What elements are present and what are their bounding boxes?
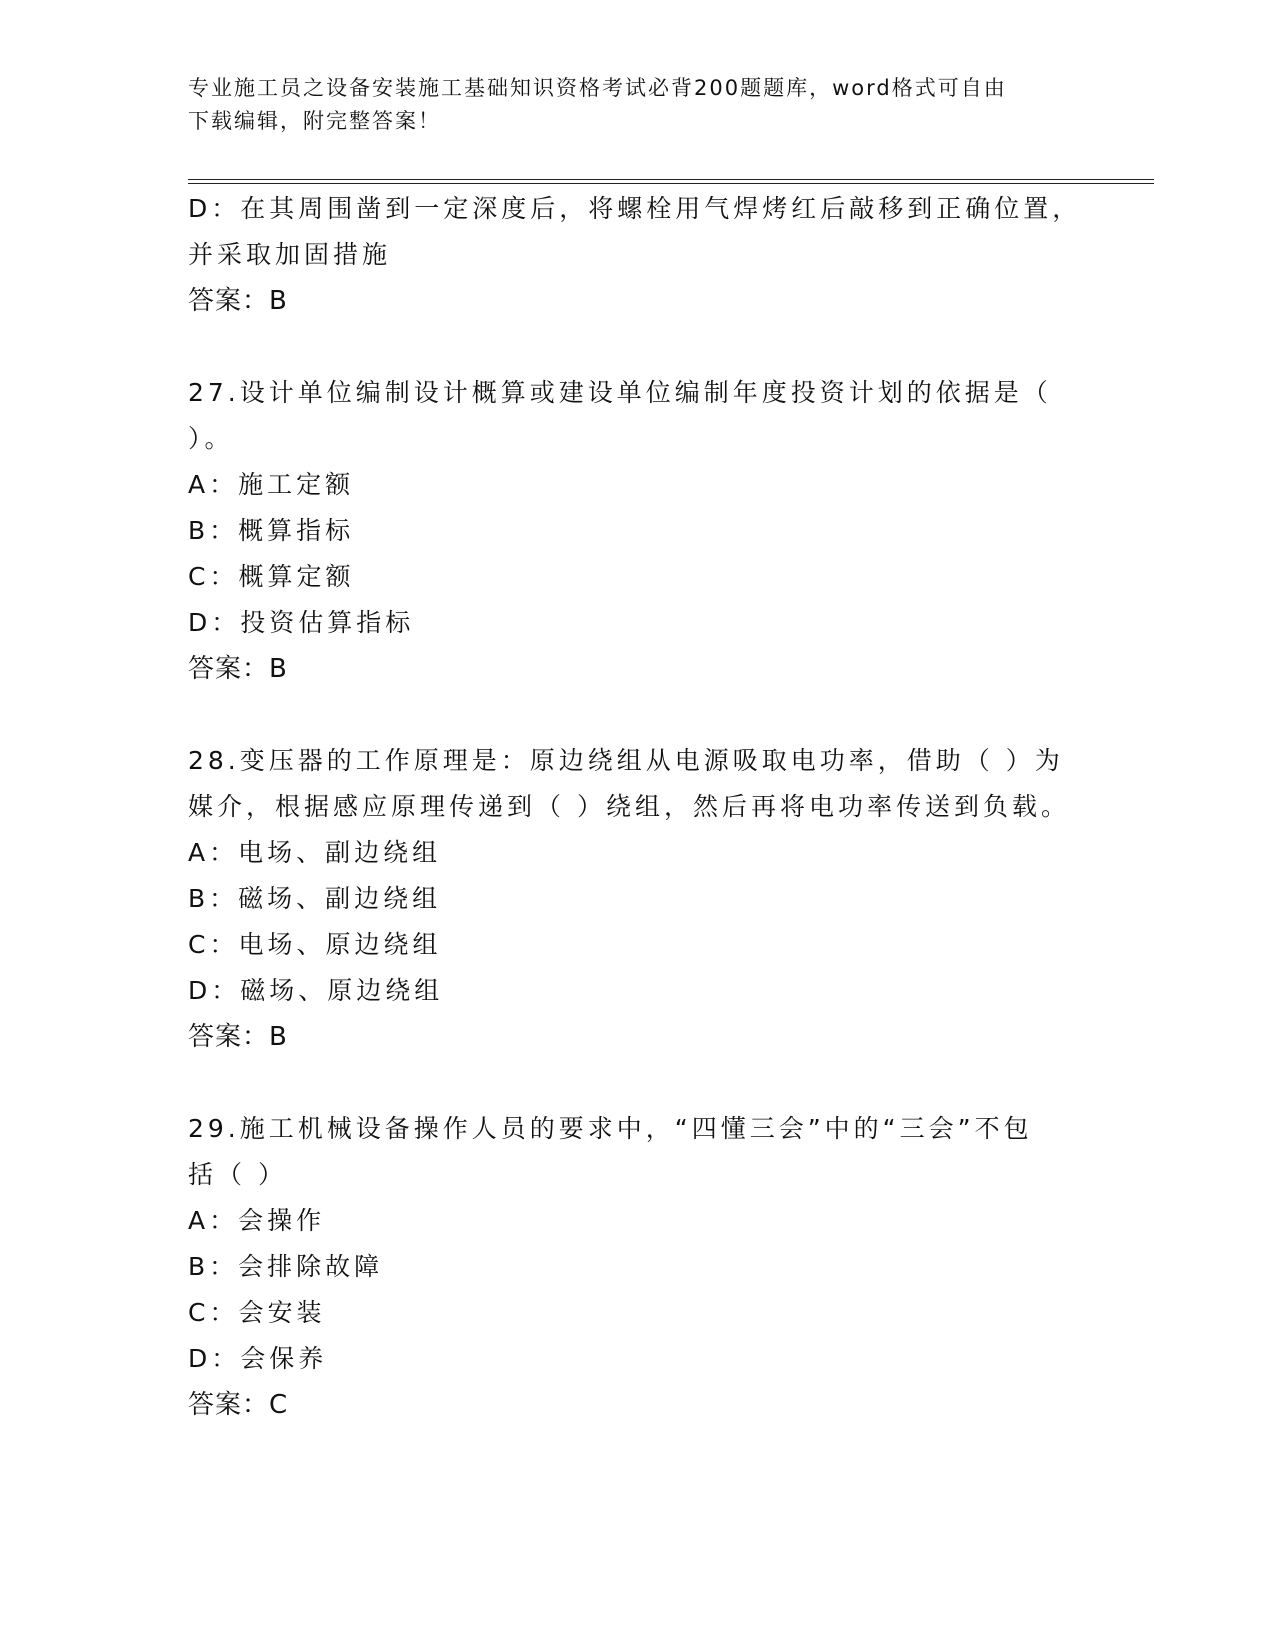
option-b: B：磁场、副边绕组 [188, 884, 442, 913]
spacer [188, 324, 1088, 370]
question-26-tail [188, 186, 1088, 324]
header-divider-bottom [188, 183, 1154, 184]
option-d: D：磁场、原边绕组 [188, 976, 444, 1005]
answer: 答案：B [188, 654, 288, 684]
option-c: C：概算定额 [188, 562, 355, 591]
option-a: A：电场、副边绕组 [188, 838, 442, 867]
answer: 答案：B [188, 1022, 288, 1052]
option-d: D：投资估算指标 [188, 608, 415, 637]
header-divider-top [188, 179, 1154, 180]
question-27 [188, 370, 1088, 692]
question-stem-continued: 媒介，根据感应原理传递到（ ）绕组，然后再将电功率传送到负载。 [188, 792, 1070, 821]
question-stem: 28.变压器的工作原理是：原边绕组从电源吸取电功率，借助（ ）为 [188, 746, 1064, 775]
question-list [188, 186, 1088, 1428]
question-29 [188, 1106, 1088, 1428]
option-a: A：会操作 [188, 1206, 326, 1235]
header-line-2: 下载编辑，附完整答案！ [188, 109, 441, 133]
option-b: B：概算指标 [188, 516, 355, 545]
option-b: B：会排除故障 [188, 1252, 384, 1281]
header-line-1: 专业施工员之设备安装施工基础知识资格考试必背200题题库，word格式可自由 [188, 76, 1007, 100]
option-c: C：电场、原边绕组 [188, 930, 442, 959]
option-d: D：会保养 [188, 1344, 328, 1373]
option-a: A：施工定额 [188, 470, 355, 499]
option-c: C：会安装 [188, 1298, 326, 1327]
question-stem: 27.设计单位编制设计概算或建设单位编制年度投资计划的依据是（ [188, 378, 1052, 407]
spacer [188, 692, 1088, 738]
question-stem-continued: ）。 [188, 424, 234, 453]
spacer [188, 1060, 1088, 1106]
answer: 答案：C [188, 1390, 289, 1420]
document-header [188, 72, 1068, 138]
answer: 答案：B [188, 286, 288, 316]
question-28 [188, 738, 1088, 1060]
question-stem: 29.施工机械设备操作人员的要求中，“四懂三会”中的“三会”不包 [188, 1114, 1033, 1143]
option-d: D：在其周围凿到一定深度后，将螺栓用气焊烤红后敲移到正确位置， [188, 194, 1082, 223]
option-d-continued: 并采取加固措施 [188, 240, 392, 269]
question-stem-continued: 括（ ） [188, 1160, 287, 1189]
